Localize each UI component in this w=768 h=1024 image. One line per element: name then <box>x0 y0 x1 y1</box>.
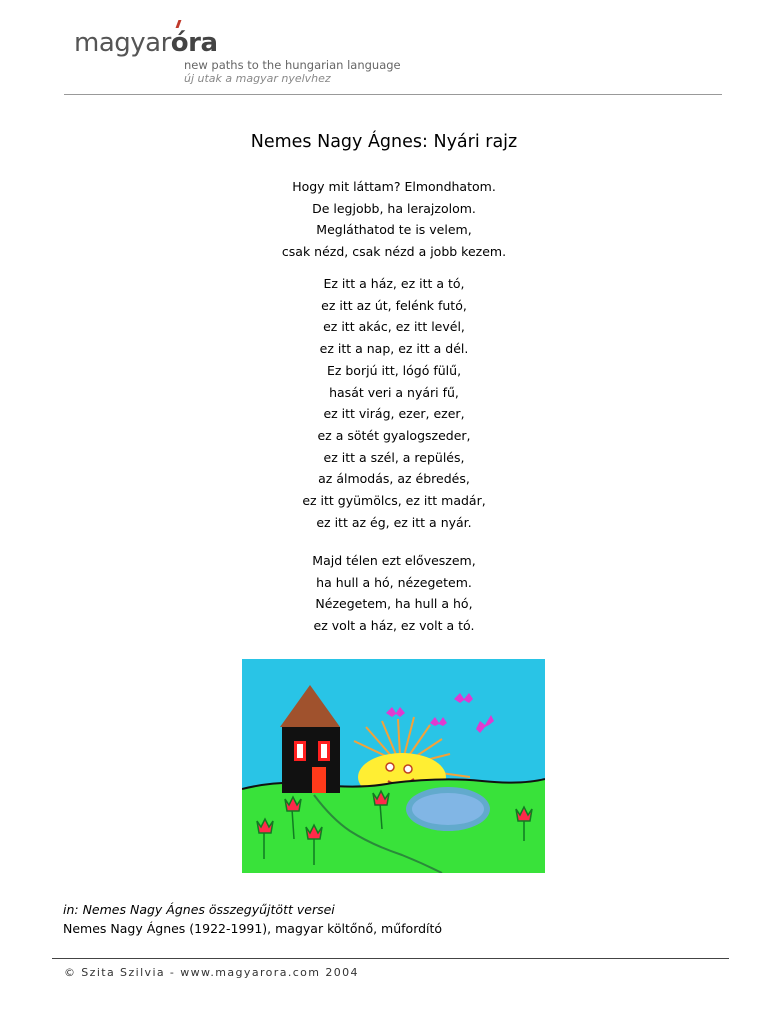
logo-accent: óra <box>171 28 218 58</box>
source-citation: in: Nemes Nagy Ágnes összegyűjtött versei <box>63 902 335 917</box>
stanza-1 <box>0 176 768 263</box>
summer-drawing <box>242 659 545 873</box>
poem-line: hasát veri a nyári fű, <box>329 384 459 400</box>
site-logo[interactable] <box>74 28 218 58</box>
grass <box>242 779 545 873</box>
footer-copyright: © Szita Szilvia - www.magyarora.com 2004 <box>64 966 359 979</box>
poem-line: Majd télen ezt előveszem, <box>312 553 476 568</box>
tagline-hungarian: új utak a magyar nyelvhez <box>184 72 331 85</box>
poem-line: ez volt a ház, ez volt a tó. <box>313 618 475 634</box>
poem-line: ez itt gyümölcs, ez itt madár, <box>302 493 486 509</box>
poem-line: ez itt akác, ez itt levél, <box>323 319 465 335</box>
logo-accent-mark <box>175 20 181 28</box>
poem-line: Hogy mit láttam? Elmondhatom. <box>292 179 496 194</box>
poem-line: ez itt a nap, ez itt a dél. <box>319 341 469 357</box>
poem-line: ez itt az ég, ez itt a nyár. <box>316 514 472 530</box>
poem-line: Ez itt a ház, ez itt a tó, <box>323 276 465 291</box>
logo-main: magyar <box>74 28 171 58</box>
poem-line: az álmodás, az ébredés, <box>318 471 470 487</box>
author-bio: Nemes Nagy Ágnes (1922-1991), magyar költőnő, műfordító <box>63 921 443 936</box>
poem-line: ez itt virág, ezer, ezer, <box>323 406 465 422</box>
poem-title: Nemes Nagy Ágnes: Nyári rajz <box>250 132 518 152</box>
poem-line: csak nézd, csak nézd a jobb kezem. <box>281 244 507 260</box>
poem-line: ez itt az út, felénk futó, <box>321 297 467 313</box>
poem-line: Nézegetem, ha hull a hó, <box>315 596 473 612</box>
poem-line: Ez borjú itt, lógó fülű, <box>326 362 462 378</box>
header-divider <box>64 94 722 95</box>
site-header <box>74 28 401 85</box>
stanza-2 <box>0 273 768 533</box>
poem-line: ha hull a hó, nézegetem. <box>316 574 472 590</box>
tagline-english: new paths to the hungarian language <box>184 58 401 72</box>
footer-divider <box>52 958 729 959</box>
poem-line: ez a sötét gyalogszeder, <box>317 427 471 443</box>
poem-line: De legjobb, ha lerajzolom. <box>312 200 476 216</box>
stanza-3 <box>0 550 768 637</box>
poem-line: ez itt a szél, a repülés, <box>323 449 465 465</box>
poem-line: Megláthatod te is velem, <box>316 222 472 238</box>
